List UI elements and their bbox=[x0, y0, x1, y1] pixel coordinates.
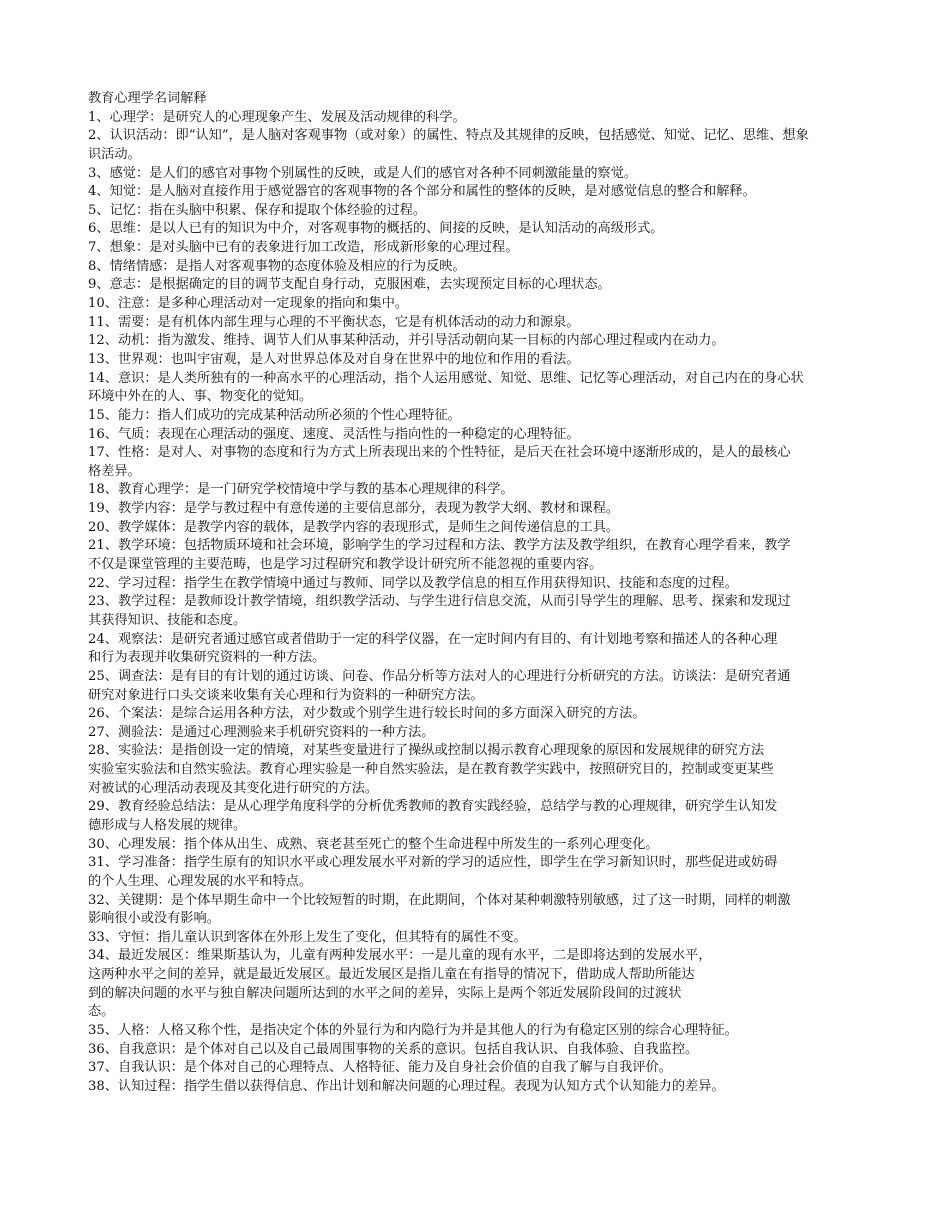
document-line: 13、世界观：也叫宇宙观，是人对世界总体及对自身在世界中的地位和作用的看法。 bbox=[88, 351, 580, 367]
document-line: 1、心理学：是研究人的心理现象产生、发展及活动规律的科学。 bbox=[88, 109, 466, 125]
document-line: 不仅是课堂管理的主要范畴，也是学习过程研究和教学设计研究所不能忽视的重要内容。 bbox=[88, 557, 603, 573]
document-line: 26、个案法：是综合运用各种方法，对少数或个别学生进行较长时间的多方面深入研究的方法。 bbox=[88, 706, 646, 722]
document-line: 和行为表现并收集研究资料的一种方法。 bbox=[88, 650, 326, 666]
document-line: 5、记忆：指在头脑中积累、保存和提取个体经验的过程。 bbox=[88, 202, 427, 218]
document-line: 25、调查法：是有目的有计划的通过访谈、问卷、作品分析等方法对人的心理进行分析研究的方法。访谈法：是研究者通 bbox=[88, 668, 791, 684]
document-page bbox=[88, 90, 950, 1150]
document-line: 研究对象进行口头交谈来收集有关心理和行为资料的一种研究方法。 bbox=[88, 687, 484, 703]
document-line: 16、气质：表现在心理活动的强度、速度、灵活性与指向性的一种稳定的心理特征。 bbox=[88, 426, 580, 442]
document-line: 32、关键期：是个体早期生命中一个比较短暂的时期，在此期间，个体对某种刺激特别敏感，过了这一时期，同样的刺激 bbox=[88, 892, 791, 908]
document-line: 10、注意：是多种心理活动对一定现象的指向和集中。 bbox=[88, 296, 409, 312]
document-line: 环境中外在的人、事、物变化的觉知。 bbox=[88, 389, 313, 405]
document-line: 到的解决问题的水平与独自解决问题所达到的水平之间的差异，实际上是两个邻近发展阶段间的过渡状 bbox=[88, 985, 682, 1001]
document-line: 对被试的心理活动表现及其变化进行研究的方法。 bbox=[88, 780, 379, 796]
document-line: 29、教育经验总结法：是从心理学角度科学的分析优秀教师的教育实践经验，总结学与教的心理规律，研究学生认知发 bbox=[88, 799, 778, 815]
document-line: 7、想象：是对头脑中已有的表象进行加工改造，形成新形象的心理过程。 bbox=[88, 240, 519, 256]
document-line: 21、教学环境：包括物质环境和社会环境，影响学生的学习过程和方法、教学方法及教学组织，在教育心理学看来，教学 bbox=[88, 538, 791, 554]
document-line: 12、动机：指为激发、维持、调节人们从事某种活动，并引导活动朝向某一目标的内部心理过程或内在动力。 bbox=[88, 333, 725, 349]
document-line: 德形成与人格发展的规律。 bbox=[88, 817, 247, 833]
document-line: 其获得知识、技能和态度。 bbox=[88, 612, 247, 628]
document-line: 8、情绪情感：是指人对客观事物的态度体验及相应的行为反映。 bbox=[88, 258, 466, 274]
document-line: 18、教育心理学：是一门研究学校情境中学与教的基本心理规律的科学。 bbox=[88, 482, 514, 498]
document-title: 教育心理学名词解释 bbox=[88, 91, 207, 106]
document-line: 态。 bbox=[88, 1004, 115, 1020]
document-line: 23、教学过程：是教师设计教学情境，组织教学活动、与学生进行信息交流，从而引导学生的理解、思考、探索和发现过 bbox=[88, 594, 791, 610]
document-line: 30、心理发展：指个体从出生、成熟、衰老甚至死亡的整个生命进程中所发生的一系列心理变化。 bbox=[88, 836, 659, 852]
document-line: 28、实验法：是指创设一定的情境，对某些变量进行了操纵或控制以揭示教育心理现象的原因和发展规律的研究方法 bbox=[88, 743, 765, 759]
document-line: 24、观察法：是研究者通过感官或者借助于一定的科学仪器，在一定时间内有目的、有计划地考察和描述人的各种心理 bbox=[88, 631, 778, 647]
document-line: 36、自我意识：是个体对自己以及自己最周围事物的关系的意识。包括自我认识、自我体验、自我监控。 bbox=[88, 1041, 699, 1057]
document-line: 实验室实验法和自然实验法。教育心理实验是一种自然实验法，是在教育教学实践中，按照研究目的，控制或变更某些 bbox=[88, 762, 774, 778]
document-line: 19、教学内容：是学与教过程中有意传递的主要信息部分，表现为教学大纲、教材和课程。 bbox=[88, 501, 620, 517]
document-line: 15、能力：指人们成功的完成某种活动所必须的个性心理特征。 bbox=[88, 407, 461, 423]
document-body bbox=[88, 109, 950, 1097]
document-line: 31、学习准备：指学生原有的知识水平或心理发展水平对新的学习的适应性，即学生在学习新知识时，那些促进或妨碍 bbox=[88, 855, 778, 871]
document-line: 17、性格：是对人、对事物的态度和行为方式上所表现出来的个性特征，是后天在社会环境中逐渐形成的，是人的最核心 bbox=[88, 445, 791, 461]
document-line: 20、教学媒体：是教学内容的载体，是教学内容的表现形式，是师生之间传递信息的工具。 bbox=[88, 519, 620, 535]
document-line: 影响很小或没有影响。 bbox=[88, 911, 220, 927]
document-line: 9、意志：是根据确定的目的调节支配自身行动，克服困难，去实现预定目标的心理状态。 bbox=[88, 277, 611, 293]
document-line: 33、守恒：指儿童认识到客体在外形上发生了变化，但其特有的属性不变。 bbox=[88, 929, 527, 945]
document-line: 38、认知过程：指学生借以获得信息、作出计划和解决问题的心理过程。表现为认知方式个认知能力的差异。 bbox=[88, 1078, 725, 1094]
document-line: 2、认识活动：即“认知”，是人脑对客观事物（或对象）的属性、特点及其规律的反映，包括感觉、知觉、记忆、思维、想象 bbox=[88, 128, 809, 144]
document-line: 这两种水平之间的差异，就是最近发展区。最近发展区是指儿童在有指导的情况下，借助成人帮助所能达 bbox=[88, 967, 695, 983]
document-line: 11、需要：是有机体内部生理与心理的不平衡状态，它是有机体活动的动力和源泉。 bbox=[88, 314, 580, 330]
document-line: 的个人生理、心理发展的水平和特点。 bbox=[88, 873, 313, 889]
document-line: 35、人格：人格又称个性，是指决定个体的外显行为和内隐行为并是其他人的行为有稳定区别的综合心理特征。 bbox=[88, 1023, 738, 1039]
document-line: 14、意识：是人类所独有的一种高水平的心理活动，指个人运用感觉、知觉、思维、记忆等心理活动，对自己内在的身心状 bbox=[88, 370, 804, 386]
document-line: 4、知觉：是人脑对直接作用于感觉器官的客观事物的各个部分和属性的整体的反映，是对感觉信息的整合和解释。 bbox=[88, 184, 756, 200]
document-line: 27、测验法：是通过心理测验来手机研究资料的一种方法。 bbox=[88, 724, 435, 740]
document-line: 格差异。 bbox=[88, 463, 141, 479]
document-line: 6、思维：是以人已有的知识为中介，对客观事物的概括的、间接的反映，是认知活动的高级形式。 bbox=[88, 221, 664, 237]
document-line: 37、自我认识：是个体对自己的心理特点、人格特征、能力及自身社会价值的自我了解与自我评价。 bbox=[88, 1060, 672, 1076]
document-line: 34、最近发展区：维果斯基认为，儿童有两种发展水平：一是儿童的现有水平，二是即将达到的发展水平， bbox=[88, 948, 712, 964]
document-line: 3、感觉：是人们的感官对事物个别属性的反映，或是人们的感官对各种不同刺激能量的察觉。 bbox=[88, 165, 638, 181]
document-line: 识活动。 bbox=[88, 146, 141, 162]
document-line: 22、学习过程：指学生在教学情境中通过与教师、同学以及教学信息的相互作用获得知识、技能和态度的过程。 bbox=[88, 575, 738, 591]
